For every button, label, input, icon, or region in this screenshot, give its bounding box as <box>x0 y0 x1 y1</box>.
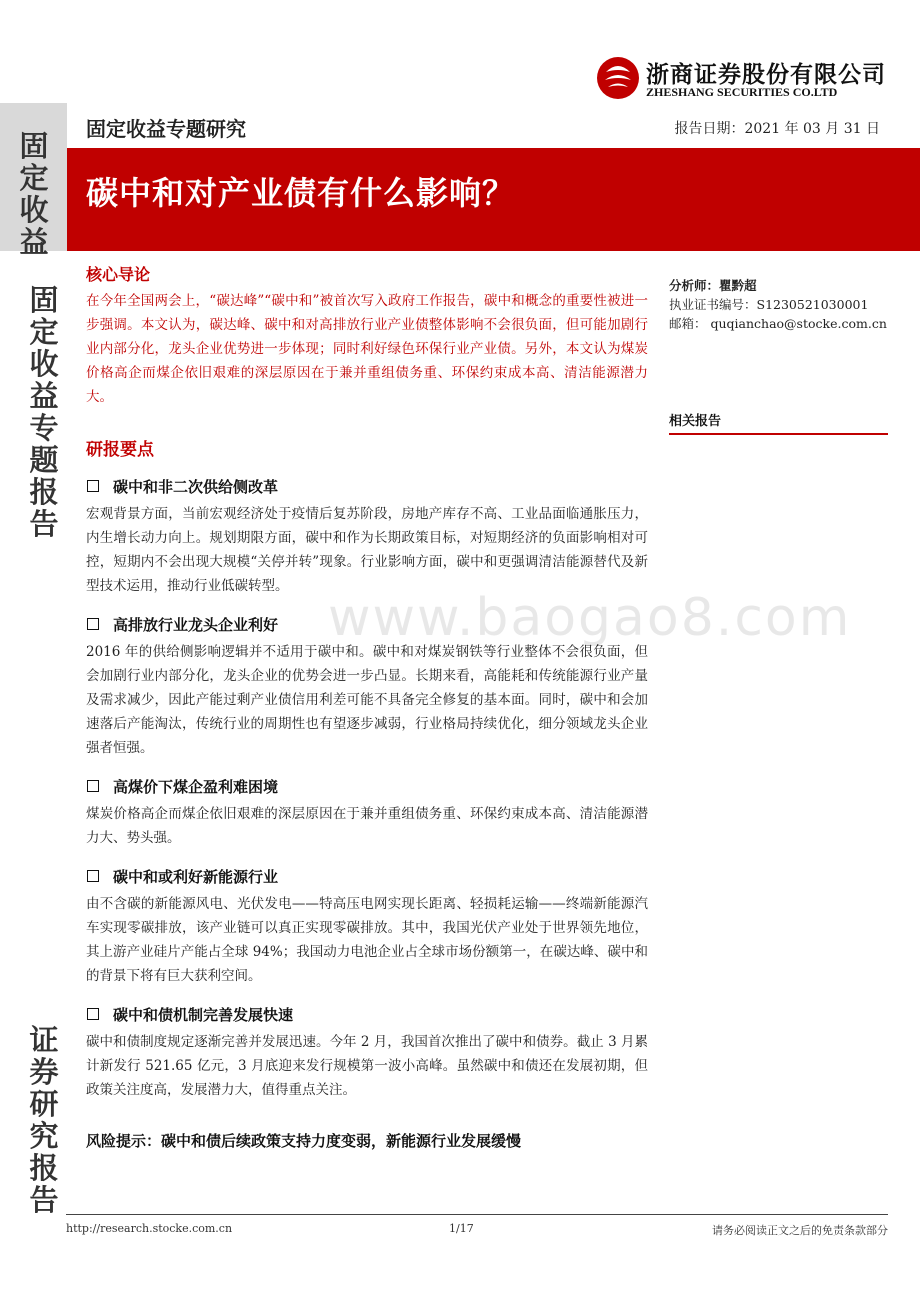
category-tab-label: 固定收益 <box>19 129 49 259</box>
key-point <box>86 1002 648 1102</box>
company-name-cn: 浙商证券股份有限公司 <box>646 61 886 88</box>
bullet-box-icon <box>87 618 99 630</box>
subhead-row <box>67 103 920 149</box>
research-heading: 研报要点 <box>86 440 154 460</box>
key-point-body: 宏观背景方面，当前宏观经济处于疫情后复苏阶段，房地产库存不高、工业品面临通胀压力，内生增长动力向上。规划期限方面，碳中和作为长期政策目标，对短期经济的负面影响相对可控，短期内不会出现大规模“关停并转”现象。行业影响方面，碳中和更强调清洁能源替代及新型技术运用，推动行业低碳转型。 <box>86 506 648 594</box>
page-title: 碳中和对产业债有什么影响？ <box>86 174 516 212</box>
key-point <box>86 612 648 760</box>
side-label-series: 证券研究报告 <box>29 1023 59 1217</box>
analyst-cert: 执业证书编号：S1230521030001 <box>669 297 869 312</box>
key-point-title: 碳中和非二次供给侧改革 <box>113 477 279 496</box>
company-name-en: ZHESHANG SECURITIES CO.LTD <box>646 85 838 99</box>
bullet-box-icon <box>87 480 99 492</box>
related-reports-heading: 相关报告 <box>669 410 888 435</box>
bullet-box-icon <box>87 870 99 882</box>
footer-disclaimer: 请务必阅读正文之后的免责条款部分 <box>712 1224 888 1237</box>
key-point-body: 碳中和债制度规定逐渐完善并发展迅速。今年 2 月，我国首次推出了碳中和债券。截止 3 月累计新发行 521.65 亿元，3 月底迎来发行规模第一波小高峰。虽然碳中和债还在发展初期，但政策关注度高，发展潜力大，值得重点关注。 <box>86 1034 648 1098</box>
key-point-body: 煤炭价格高企而煤企依旧艰难的深层原因在于兼并重组债务重、环保约束成本高、清洁能源潜力大、势头强。 <box>86 806 648 846</box>
key-point <box>86 774 648 850</box>
key-point-title: 高煤价下煤企盈利难困境 <box>113 777 279 796</box>
key-point-body: 由不含碳的新能源风电、光伏发电——特高压电网实现长距离、轻损耗运输——终端新能源汽车实现零碳排放，该产业链可以真正实现零碳排放。其中，我国光伏产业处于世界领先地位，其上游产业硅片产能占全球 94%；我国动力电池企业占全球市场份额第一，在碳达峰、碳中和的背景下将有巨大获利空间。 <box>86 896 648 984</box>
footer-divider <box>66 1214 888 1215</box>
report-date: 报告日期：2021 年 03 月 31 日 <box>674 121 880 137</box>
key-point-body: 2016 年的供给侧影响逻辑并不适用于碳中和。碳中和对煤炭钢铁等行业整体不会很负面，但会加剧行业内部分化，龙头企业的优势会进一步凸显。长期来看，高能耗和传统能源行业产量及需求减少，因此产能过剩产业债信用利差可能不具备完全修复的基本面。同时，碳中和会加速落后产能淘汰，传统行业的周期性也有望逐步减弱，行业格局持续优化，细分领域龙头企业强者恒强。 <box>86 644 648 756</box>
core-heading: 核心导论 <box>86 265 151 284</box>
bullet-box-icon <box>87 1008 99 1020</box>
risk-warning: 风险提示：碳中和债后续政策支持力度变弱，新能源行业发展缓慢 <box>86 1132 522 1150</box>
analyst-email[interactable]: 邮箱： quqianchao@stocke.com.cn <box>669 316 887 331</box>
company-logo <box>596 56 896 104</box>
title-banner <box>67 148 920 251</box>
page-number: 1/17 <box>449 1222 474 1235</box>
core-summary: 在今年全国两会上，“碳达峰”“碳中和”被首次写入政府工作报告，碳中和概念的重要性被进一步强调。本文认为，碳达峰、碳中和对高排放行业产业债整体影响不会很负面，但可能加剧行业内部分化，龙头企业优势进一步体现；同时利好绿色环保行业产业债。另外，本文认为煤炭价格高企而煤企依旧艰难的深层原因在于兼并重组债务重、环保约束成本高、清洁能源潜力大。 <box>86 293 648 405</box>
key-point <box>86 474 648 598</box>
key-point-title: 碳中和债机制完善发展快速 <box>113 1005 294 1024</box>
key-point-title: 高排放行业龙头企业利好 <box>113 615 279 634</box>
side-label-report-type: 固定收益专题报告 <box>29 283 59 541</box>
watermark: www.baogao8.com <box>328 588 852 648</box>
key-point <box>86 864 648 988</box>
footer-url-link[interactable]: http://research.stocke.com.cn <box>66 1222 233 1235</box>
analyst-info <box>669 276 889 333</box>
key-point-title: 碳中和或利好新能源行业 <box>113 867 279 886</box>
main-content <box>86 262 648 1102</box>
bullet-box-icon <box>87 780 99 792</box>
report-category: 固定收益专题研究 <box>86 117 246 141</box>
analyst-name: 分析师：瞿黔超 <box>669 278 757 293</box>
zheshang-logo-icon <box>596 56 640 100</box>
